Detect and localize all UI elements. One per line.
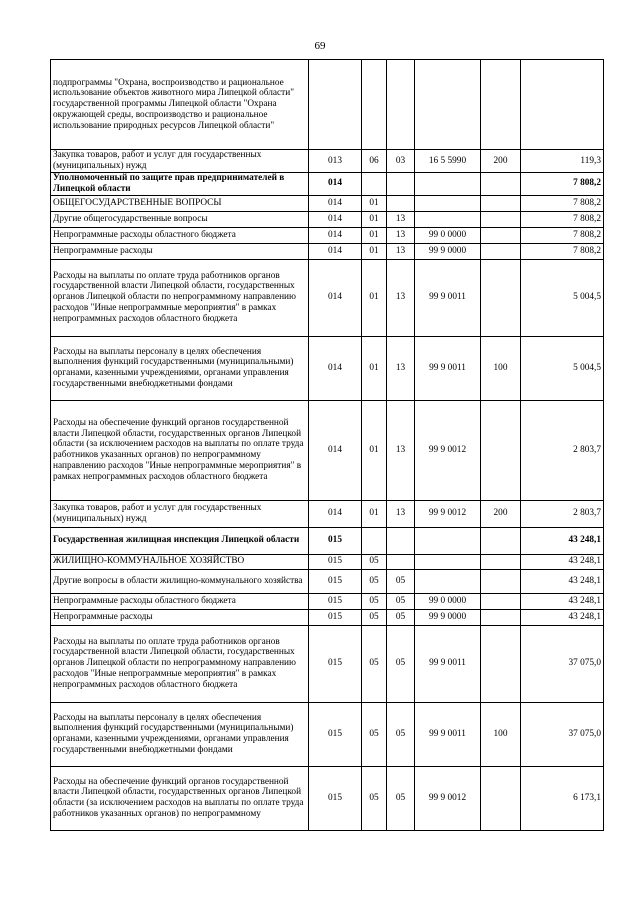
cell-expense-type: 100 xyxy=(481,702,521,766)
cell-department-code: 014 xyxy=(309,400,362,500)
cell-subsection-code: 13 xyxy=(387,400,415,500)
cell-expense-type xyxy=(481,173,521,196)
cell-name: Другие общегосударственные вопросы xyxy=(51,211,309,227)
cell-department-code: 014 xyxy=(309,336,362,400)
cell-amount: 119,3 xyxy=(521,150,604,173)
cell-name: Расходы на выплаты по оплате труда работников органов государственной власти Липецкой области, государственных органов Липецкой области по непрограммному направлению расходов "Иные непрограммные мероприятия" в рамках непрограммных расходов областного бюджета xyxy=(51,259,309,336)
cell-target-article: 16 5 5990 xyxy=(415,150,481,173)
cell-department-code: 014 xyxy=(309,173,362,196)
cell-subsection-code: 05 xyxy=(387,609,415,625)
cell-department-code: 015 xyxy=(309,702,362,766)
cell-expense-type xyxy=(481,593,521,609)
cell-target-article xyxy=(415,569,481,593)
page-number: 69 xyxy=(314,40,326,52)
cell-target-article: 99 9 0012 xyxy=(415,400,481,500)
cell-section-code: 06 xyxy=(362,150,387,173)
cell-section-code: 01 xyxy=(362,243,387,259)
cell-department-code: 013 xyxy=(309,150,362,173)
cell-target-article: 99 9 0000 xyxy=(415,243,481,259)
table-row xyxy=(51,336,604,400)
cell-subsection-code: 13 xyxy=(387,243,415,259)
cell-subsection-code: 13 xyxy=(387,211,415,227)
cell-section-code: 05 xyxy=(362,766,387,830)
cell-expense-type xyxy=(481,259,521,336)
cell-name: Непрограммные расходы областного бюджета xyxy=(51,593,309,609)
cell-section-code: 05 xyxy=(362,554,387,569)
cell-section-code: 01 xyxy=(362,211,387,227)
cell-department-code: 015 xyxy=(309,593,362,609)
cell-subsection-code xyxy=(387,60,415,150)
cell-amount: 7 808,2 xyxy=(521,227,604,243)
cell-expense-type xyxy=(481,625,521,702)
cell-amount: 43 248,1 xyxy=(521,609,604,625)
cell-target-article: 99 9 0011 xyxy=(415,625,481,702)
table-row xyxy=(51,554,604,569)
cell-department-code: 015 xyxy=(309,554,362,569)
table-row xyxy=(51,259,604,336)
cell-expense-type xyxy=(481,400,521,500)
cell-subsection-code: 03 xyxy=(387,150,415,173)
table-row xyxy=(51,60,604,150)
cell-amount: 43 248,1 xyxy=(521,569,604,593)
cell-department-code: 014 xyxy=(309,259,362,336)
cell-department-code: 015 xyxy=(309,609,362,625)
cell-name: подпрограммы "Охрана, воспроизводство и рациональное использование объектов животного мира Липецкой области" государственной программы Липецкой области "Охрана окружающей среды, воспроизводство и рациональное использование природных ресурсов Липецкой области" xyxy=(51,60,309,150)
cell-expense-type xyxy=(481,766,521,830)
cell-target-article: 99 9 0012 xyxy=(415,766,481,830)
cell-section-code xyxy=(362,527,387,554)
cell-department-code: 014 xyxy=(309,211,362,227)
cell-section-code: 01 xyxy=(362,336,387,400)
cell-amount: 43 248,1 xyxy=(521,554,604,569)
table-row xyxy=(51,400,604,500)
table-row xyxy=(51,211,604,227)
cell-section-code: 05 xyxy=(362,609,387,625)
cell-target-article: 99 0 0000 xyxy=(415,593,481,609)
cell-name: Государственная жилищная инспекция Липецкой области xyxy=(51,527,309,554)
cell-name: ЖИЛИЩНО-КОММУНАЛЬНОЕ ХОЗЯЙСТВО xyxy=(51,554,309,569)
cell-subsection-code: 05 xyxy=(387,766,415,830)
cell-name: Непрограммные расходы xyxy=(51,243,309,259)
table-row xyxy=(51,227,604,243)
cell-target-article xyxy=(415,527,481,554)
cell-subsection-code xyxy=(387,173,415,196)
cell-expense-type: 100 xyxy=(481,336,521,400)
cell-name: Расходы на выплаты персоналу в целях обеспечения выполнения функций государственными (муниципальными) органами, казенными учреждениями, органами управления государственными внебюджетными фондами xyxy=(51,702,309,766)
cell-name: Непрограммные расходы областного бюджета xyxy=(51,227,309,243)
cell-subsection-code: 13 xyxy=(387,500,415,527)
cell-subsection-code: 05 xyxy=(387,702,415,766)
cell-subsection-code xyxy=(387,195,415,211)
cell-name: Другие вопросы в области жилищно-коммунального хозяйства xyxy=(51,569,309,593)
table-row xyxy=(51,593,604,609)
table-row xyxy=(51,500,604,527)
cell-section-code: 05 xyxy=(362,625,387,702)
cell-name: Закупка товаров, работ и услуг для государственных (муниципальных) нужд xyxy=(51,150,309,173)
cell-name: Уполномоченный по защите прав предпринимателей в Липецкой области xyxy=(51,173,309,196)
cell-section-code xyxy=(362,60,387,150)
cell-expense-type xyxy=(481,195,521,211)
cell-name: Расходы на обеспечение функций органов государственной власти Липецкой области, государственных органов Липецкой области (за исключением расходов на выплаты по оплате труда работников указанных органов) по непрограммному xyxy=(51,766,309,830)
cell-department-code: 015 xyxy=(309,569,362,593)
cell-target-article xyxy=(415,173,481,196)
cell-department-code: 014 xyxy=(309,500,362,527)
cell-department-code: 014 xyxy=(309,227,362,243)
table-row xyxy=(51,609,604,625)
cell-target-article: 99 0 0000 xyxy=(415,227,481,243)
cell-amount: 7 808,2 xyxy=(521,195,604,211)
cell-expense-type xyxy=(481,60,521,150)
cell-amount: 2 803,7 xyxy=(521,400,604,500)
cell-target-article xyxy=(415,60,481,150)
cell-amount: 5 004,5 xyxy=(521,259,604,336)
cell-amount: 7 808,2 xyxy=(521,211,604,227)
cell-amount: 2 803,7 xyxy=(521,500,604,527)
cell-name: Расходы на выплаты по оплате труда работников органов государственной власти Липецкой области, государственных органов Липецкой области по непрограммному направлению расходов "Иные непрограммные мероприятия" в рамках непрограммных расходов областного бюджета xyxy=(51,625,309,702)
cell-subsection-code: 13 xyxy=(387,336,415,400)
cell-expense-type xyxy=(481,243,521,259)
cell-department-code: 015 xyxy=(309,625,362,702)
table-row xyxy=(51,569,604,593)
cell-target-article xyxy=(415,554,481,569)
cell-expense-type: 200 xyxy=(481,500,521,527)
cell-expense-type xyxy=(481,554,521,569)
cell-target-article: 99 9 0012 xyxy=(415,500,481,527)
table-row xyxy=(51,625,604,702)
table-row xyxy=(51,702,604,766)
cell-target-article xyxy=(415,195,481,211)
cell-amount: 7 808,2 xyxy=(521,173,604,196)
table-row xyxy=(51,527,604,554)
cell-section-code: 01 xyxy=(362,259,387,336)
cell-subsection-code: 05 xyxy=(387,625,415,702)
cell-department-code xyxy=(309,60,362,150)
cell-name: ОБЩЕГОСУДАРСТВЕННЫЕ ВОПРОСЫ xyxy=(51,195,309,211)
cell-name: Непрограммные расходы xyxy=(51,609,309,625)
cell-subsection-code xyxy=(387,527,415,554)
cell-name: Расходы на выплаты персоналу в целях обеспечения выполнения функций государственными (муниципальными) органами, казенными учреждениями, органами управления государственными внебюджетными фондами xyxy=(51,336,309,400)
cell-department-code: 015 xyxy=(309,766,362,830)
cell-expense-type xyxy=(481,211,521,227)
table-row xyxy=(51,766,604,830)
cell-target-article xyxy=(415,211,481,227)
cell-expense-type xyxy=(481,227,521,243)
cell-amount: 37 075,0 xyxy=(521,625,604,702)
cell-section-code: 05 xyxy=(362,593,387,609)
cell-section-code: 01 xyxy=(362,195,387,211)
cell-subsection-code: 05 xyxy=(387,569,415,593)
cell-expense-type xyxy=(481,569,521,593)
cell-subsection-code: 05 xyxy=(387,593,415,609)
cell-amount: 43 248,1 xyxy=(521,527,604,554)
cell-subsection-code: 13 xyxy=(387,227,415,243)
cell-amount: 43 248,1 xyxy=(521,593,604,609)
cell-section-code: 01 xyxy=(362,500,387,527)
cell-section-code: 05 xyxy=(362,569,387,593)
cell-name: Закупка товаров, работ и услуг для государственных (муниципальных) нужд xyxy=(51,500,309,527)
cell-subsection-code xyxy=(387,554,415,569)
cell-amount: 5 004,5 xyxy=(521,336,604,400)
cell-department-code: 014 xyxy=(309,243,362,259)
budget-table xyxy=(50,59,604,831)
cell-target-article: 99 9 0011 xyxy=(415,336,481,400)
cell-expense-type xyxy=(481,609,521,625)
cell-amount: 37 075,0 xyxy=(521,702,604,766)
table-row xyxy=(51,150,604,173)
cell-subsection-code: 13 xyxy=(387,259,415,336)
table-body xyxy=(51,60,604,831)
cell-section-code: 01 xyxy=(362,400,387,500)
cell-name: Расходы на обеспечение функций органов государственной власти Липецкой области, государственных органов Липецкой области (за исключением расходов на выплаты по оплате труда работников указанных органов) по непрограммному направлению расходов "Иные непрограммные мероприятия" в рамках непрограммных расходов областного бюджета xyxy=(51,400,309,500)
table-row xyxy=(51,195,604,211)
cell-department-code: 014 xyxy=(309,195,362,211)
cell-section-code xyxy=(362,173,387,196)
cell-amount: 6 173,1 xyxy=(521,766,604,830)
cell-department-code: 015 xyxy=(309,527,362,554)
cell-expense-type: 200 xyxy=(481,150,521,173)
cell-target-article: 99 9 0000 xyxy=(415,609,481,625)
cell-amount: 7 808,2 xyxy=(521,243,604,259)
table-row xyxy=(51,173,604,196)
table-row xyxy=(51,243,604,259)
cell-target-article: 99 9 0011 xyxy=(415,259,481,336)
cell-section-code: 05 xyxy=(362,702,387,766)
cell-amount xyxy=(521,60,604,150)
cell-section-code: 01 xyxy=(362,227,387,243)
cell-expense-type xyxy=(481,527,521,554)
cell-target-article: 99 9 0011 xyxy=(415,702,481,766)
